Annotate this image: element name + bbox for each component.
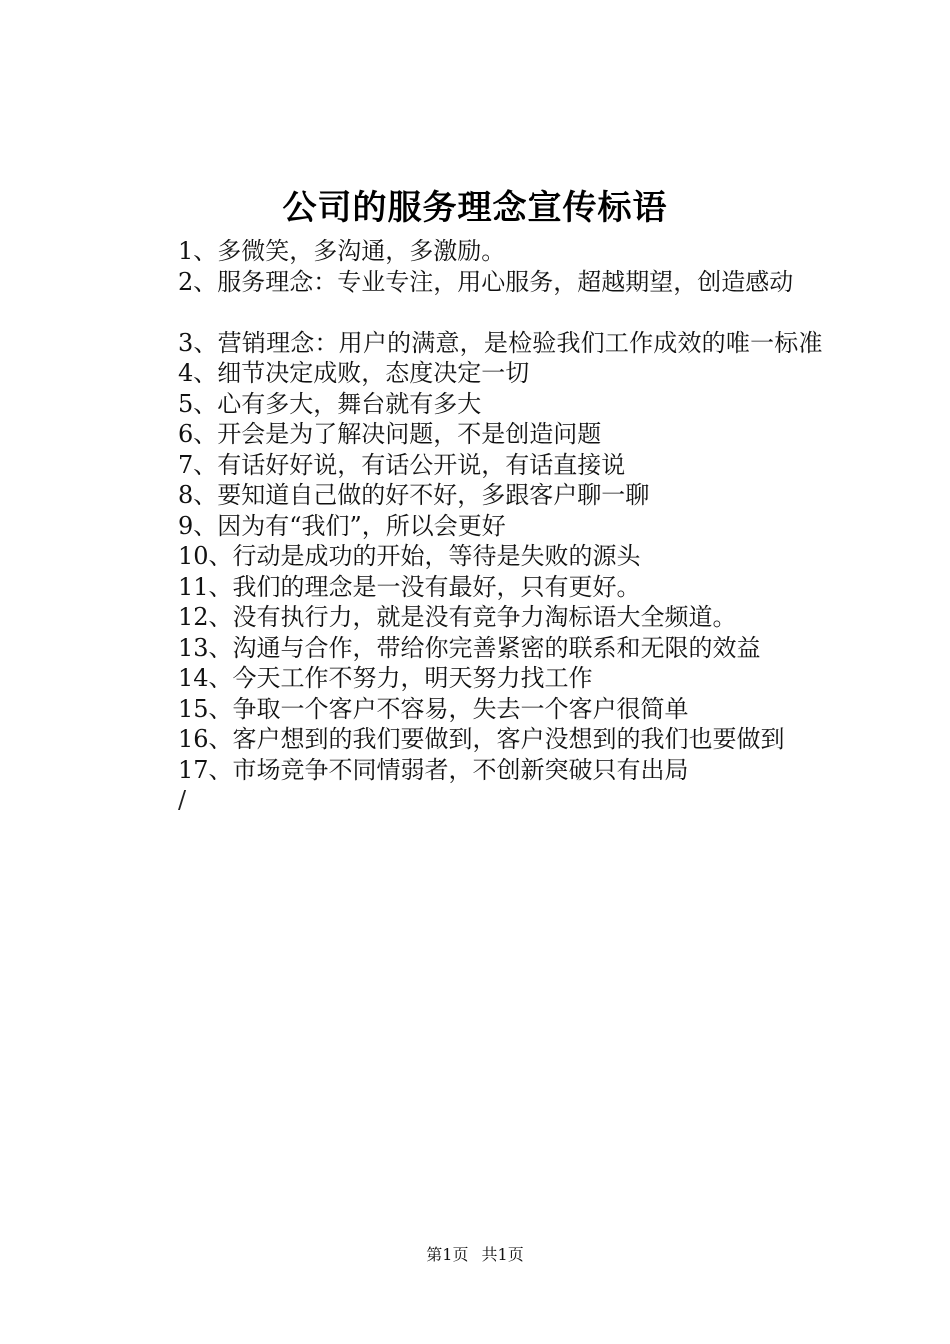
page-footer [0, 1243, 950, 1267]
list-item: 8、要知道自己做的好不好，多跟客户聊一聊 [178, 481, 650, 509]
page-total: 共1页 [481, 1245, 524, 1264]
list-item: 9、因为有“我们”，所以会更好 [178, 511, 506, 540]
slogan-list [133, 236, 833, 816]
list-item: 2、服务理念：专业专注，用心服务，超越期望，创造感动 [178, 267, 794, 296]
list-item: 7、有话好好说，有话公开说，有话直接说 [178, 450, 626, 479]
list-item: 4、细节决定成败，态度决定一切 [178, 359, 530, 387]
list-item: 12、没有执行力，就是没有竞争力淘标语大全频道。 [178, 603, 737, 631]
list-item: 10、行动是成功的开始，等待是失败的源头 [178, 542, 641, 570]
list-item: 13、沟通与合作，带给你完善紧密的联系和无限的效益 [178, 633, 761, 662]
blank-line [133, 297, 833, 328]
trailing-mark: / [178, 786, 187, 814]
list-item: 11、我们的理念是一没有最好，只有更好。 [178, 572, 641, 601]
list-item: 6、开会是为了解决问题，不是创造问题 [178, 420, 602, 448]
document-title: 公司的服务理念宣传标语 [282, 188, 668, 228]
list-item: 15、争取一个客户不容易，失去一个客户很简单 [178, 694, 689, 723]
list-item: 17、市场竞争不同情弱者，不创新突破只有出局 [178, 755, 689, 784]
list-item: 16、客户想到的我们要做到，客户没想到的我们也要做到 [178, 725, 785, 753]
list-item: 5、心有多大，舞台就有多大 [178, 389, 482, 418]
list-item: 14、今天工作不努力，明天努力找工作 [178, 664, 593, 692]
list-item: 1、多微笑，多沟通，多激励。 [178, 237, 506, 265]
page-number: 第1页 [426, 1245, 469, 1264]
list-item: 3、营销理念：用户的满意，是检验我们工作成效的唯一标准 [178, 328, 823, 357]
